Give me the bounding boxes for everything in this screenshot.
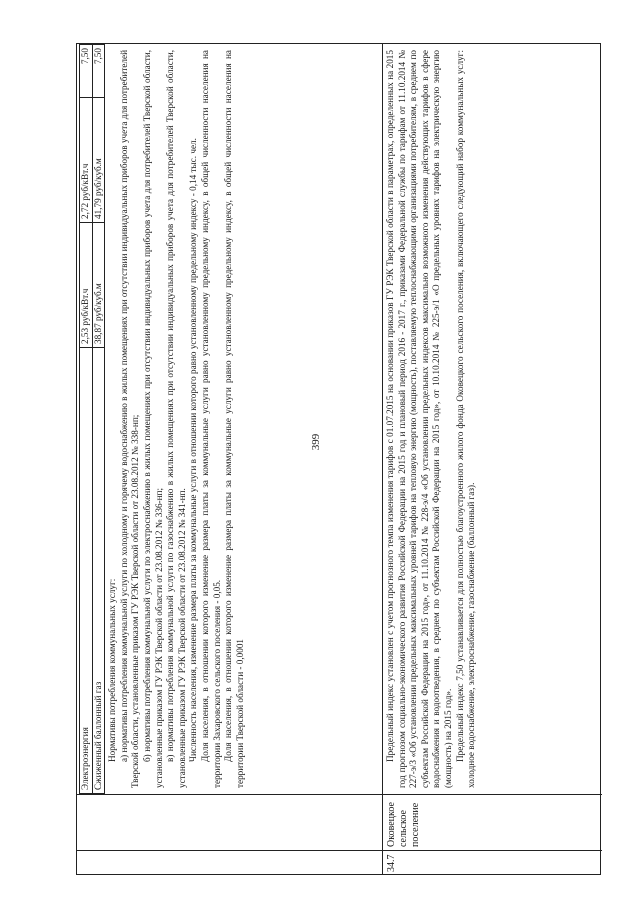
paragraph: а) нормативы потребления коммунальной услуги по холодному и горячему водоснабжению в жилых помещениях при отсутствии индивидуальных приборов учета для потребителей Тверской области, установленные приказом ГУ РЭК Тверской области от 23.08.2012 № 338-нп; <box>118 50 141 788</box>
rates-table <box>79 44 105 794</box>
row-body-cell <box>383 44 602 794</box>
row-body-cell <box>77 44 382 794</box>
table-row-continuation <box>77 44 382 874</box>
row-number-cell <box>77 850 382 874</box>
paragraph: в) нормативы потребления коммунальной услуги по газоснабжению в жилых помещениях при отсутствии индивидуальных приборов учета для потребителей Тверской области, установленные приказом ГУ РЭК Тверской области от 23.08.2012 № 341-нп. <box>165 50 187 788</box>
paragraph: Численность населения, изменение размера платы за коммунальные услуги в отношении которого равно установленному предельному индексу - 0,14 тыс. чел. <box>188 138 199 762</box>
rate-label: Электроэнергия <box>80 348 93 794</box>
paragraph: Доля населения, в отношении которого изменение размера платы за коммунальные услуги равно установленному предельному индексу, в общей численности населения на территории Захаровского сельского поселения - 0,05. <box>199 50 222 788</box>
rate-value: 2,53 руб/кВт.ч <box>80 223 93 348</box>
rate-label: Сжиженный баллонный газ <box>92 348 105 794</box>
document-sheet <box>76 43 601 875</box>
page-number: 399 <box>310 433 322 451</box>
document-table <box>76 43 601 875</box>
paragraph: Предельный индекс установлен с учетом прогнозного темпа изменения тарифов с 01.07.2015 на основании приказов ГУ РЭК Тверской области в параметрах, определенных на 2015 год прогнозом социально-экономического развития Российской Федерации на 2015 год и плановый период 2016 - 2017 г., приказами Федеральной службы по тарифам от 11.10.2014 № 227-э/3 «Об установлении предельных максимальных уровней тарифов на тепловую энергию (мощность), поставляемую теплоснабжающими организациями потребителям, в среднем по субъектам Российской Федерации на 2015 год», от 11.10.2014 № 228-э/4 «Об установлении предельных индексов максимально возможного изменения действующих тарифов в сфере водоснабжения и водоотведения, в среднем по субъектам Российской Федерации на 2015 год», от 10.10.2014 № 225-э/1 «О предельных уровнях тарифов на электрическую энергию (мощность) на 2015 год». <box>385 50 453 788</box>
rates-row <box>92 45 105 794</box>
rate-value: 38,87 руб/куб.м <box>92 223 105 348</box>
rate-value: 2,72 руб/кВт.ч <box>80 98 93 223</box>
rate-index: 7,50 <box>92 45 105 98</box>
row-number-cell: 34.7 <box>383 850 602 874</box>
row-name-cell: Оковецкое сельское поселение <box>383 794 602 850</box>
rate-index: 7,50 <box>80 45 93 98</box>
paragraph: б) нормативы потребления коммунальной услуги по электроснабжению в жилых помещениях при отсутствии индивидуальных приборов учета для потребителей Тверской области, установленные приказом ГУ РЭК Тверской области от 23.08.2012 № 336-нп; <box>141 50 164 788</box>
rates-row <box>80 45 93 794</box>
paragraph: Нормативы потребления коммунальных услуг: <box>107 578 118 762</box>
table-row-34-7 <box>382 44 602 874</box>
rate-value: 41,79 руб/куб.м <box>92 98 105 223</box>
row-name-cell <box>77 794 382 850</box>
paragraph: Предельный индекс 7,50 устанавливается для полностью благоустроенного жилого фонда Оковецкого сельского поселения, включающего следующий набор коммунальных услуг: холодное водоснабжение, электроснабжение, газоснабжение (баллонный газ). <box>454 50 477 788</box>
paragraph: Доля населения, в отношении которого изменение размера платы за коммунальные услуги равно установленному предельному индексу, в общей численности населения на территории Тверской области - 0,0001 <box>223 50 245 788</box>
